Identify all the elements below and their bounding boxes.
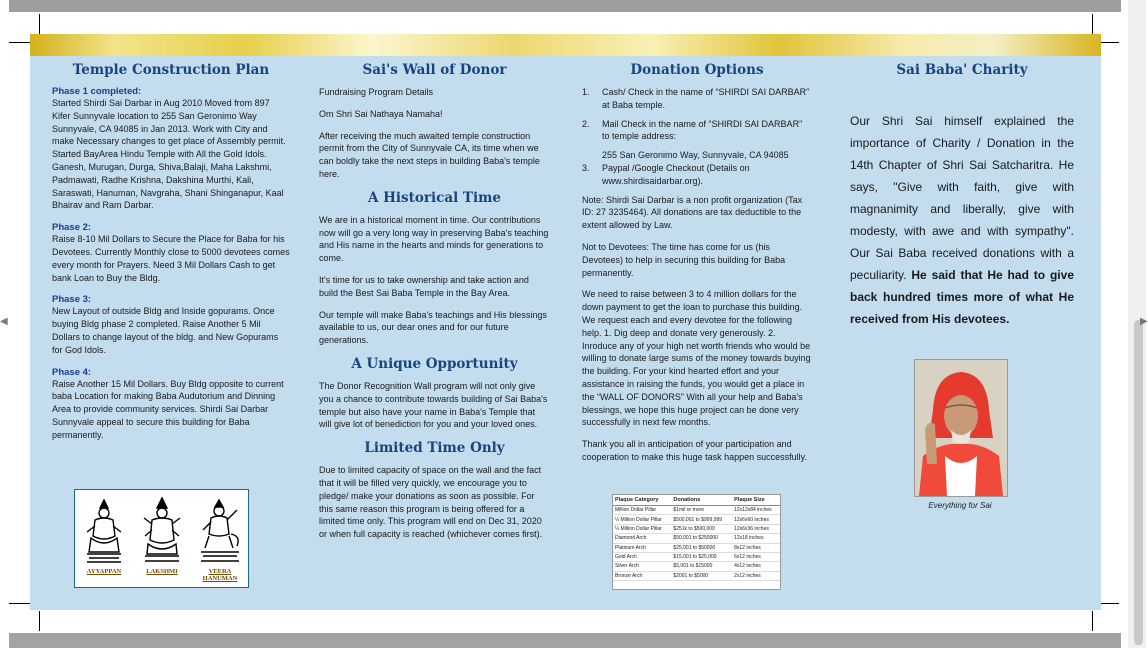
- plaque-table: [612, 494, 781, 590]
- limited-text: Due to limited capacity of space on the wall and the fact that it will be filled very quickly, we encourage you to pledge/ make your donations as soon as possible. For this same reason this program is being offered for a limited time only. This program will end on Dec 31, 2020 or when full capacity is reached (whichever comes first).: [319, 465, 543, 540]
- phase-1-label: Phase 1 completed:: [52, 86, 142, 97]
- permit-paragraph: After receiving the much awaited temple construction permit from the City of Sunnyvale CA, its time when we can boldly take the next steps in building Baba's temple here.: [319, 130, 540, 179]
- table-row: Gold Arch $15,001 to $25,000 6x12 inches: [613, 552, 780, 561]
- crop-mark: [9, 603, 30, 604]
- wall-of-donor-column: [319, 62, 550, 550]
- sai-baba-photo: [914, 359, 1008, 497]
- plaque-header: Plaque Size: [732, 495, 780, 506]
- donation-address: 255 San Geronimo Way, Sunnyvale, CA 94085: [602, 150, 789, 161]
- crop-mark: [1092, 611, 1093, 631]
- crop-mark: [1101, 42, 1119, 43]
- wall-of-donor-title: Sai's Wall of Donor: [362, 62, 507, 78]
- unique-title: A Unique Opportunity: [351, 355, 518, 372]
- phase-2-text: Raise 8-10 Mil Dollars to Secure the Place for Baba for his Devotees. Currently Monthly close to 5000 devotees comes every month for Prayers. Need 3 Mil Dollars Cash to get bank Loan to Buy the Bldg.: [52, 234, 290, 283]
- phase-4-label: Phase 4:: [52, 366, 92, 378]
- historical-para-2: It's time for us to take ownership and take action and build the Best Sai Baba Temple in the Bay Area.: [319, 274, 529, 298]
- charity-title: Sai Baba' Charity: [896, 62, 1028, 78]
- temple-plan-column: [52, 62, 290, 442]
- mantra: Om Shri Sai Nathaya Namaha!: [319, 108, 443, 119]
- limited-title: Limited Time Only: [364, 440, 505, 457]
- crop-mark: [39, 611, 40, 631]
- crop-mark: [1101, 603, 1119, 604]
- right-arrow-icon[interactable]: ▶: [1140, 316, 1148, 327]
- brochure-page: [30, 34, 1101, 610]
- table-row: Silver Arch $5,001 to $15000 4x12 inches: [613, 562, 780, 571]
- lakshmi-image: [139, 496, 185, 566]
- phase-2-label: Phase 2:: [52, 222, 92, 234]
- table-row: Million Dollar Pillar $1mil or more 12x12x84 inches: [613, 506, 780, 515]
- donation-title: Donation Options: [630, 62, 764, 78]
- fundraising-request: We need to raise between 3 to 4 million dollars for the down payment to get the loan to purchase this building. We request each and every devotee for the following help. 1. Dig deep and donate very generously. 2. Inroduce any of your high net worth friends who would be willing to donate large sums of the money towards buying the building. For your kind hearted effort and your assistance in raising the funds, you would get a place in the “WALL OF DONORS” With all your help and Baba's blessings, we hope this huge project can be done very successfully in next few months.: [582, 289, 811, 428]
- tax-note: Note: Shirdi Sai Darbar is a non profit organization (Tax ID: 27 3235464). All donations are tax deductible to the extent allowed by Law.: [582, 194, 803, 231]
- phase-3-label: Phase 3:: [52, 294, 92, 306]
- veera-hanuman-label: VEERA HANUMAN: [202, 568, 238, 582]
- phase-3-text: New Layout of outside Bldg and Inside gopurams. Once buying Bldg phase 2 completed. Raise Another 5 Mil Dollars to change layout of the bldg. and New Gopurams for God Idols.: [52, 306, 279, 355]
- ayyappan-label: AYYAPPAN: [86, 568, 122, 575]
- table-row: Platinum Arch $25,001 to $50000 8x12 inches: [613, 543, 780, 552]
- viewer-top-bar: [9, 0, 1121, 12]
- viewer-bottom-bar: [9, 633, 1121, 648]
- phase-4-text: Raise Another 15 Mil Dollars. Buy Bldg opposite to current baba Location for making Baba Audutorium and Dinning Area to provide community services. Shirdi Sai Darbar Sunnyvale appeal to secure this building for Baba permanently.: [52, 378, 284, 440]
- deity-images: [74, 489, 249, 588]
- donation-options-list: [582, 86, 812, 188]
- donation-option: 3. Paypal /Google Checkout (Details on www.shirdisaidarbar.org).: [582, 162, 750, 186]
- ayyappan-image: [81, 496, 127, 566]
- charity-text: Our Shri Sai himself explained the importance of Charity / Donation in the 14th Chapter of Shri Sai Satcharitra. He says, "Give with faith, give with magnanimity and liberally, give with modesty, with awe and with sympathy". Our Sai Baba received donations with a peculiarity. He said that He had to give back hundred times more of what He received from His devotees.: [850, 114, 1074, 326]
- thank-you: Thank you all in anticipation of your participation and cooperation to make this huge task happen successfully.: [582, 439, 807, 462]
- crop-mark: [1092, 14, 1093, 34]
- charity-column: [850, 62, 1074, 330]
- lakshmi-label: LAKSHMI: [146, 568, 178, 575]
- table-row: Bronze Arch $2001 to $5000 2x12 inches: [613, 571, 780, 580]
- historical-para-1: We are in a historical moment in time. Our contributions now will go a very long way in preserving Baba's teaching and His name in the hearts and minds for generations to come.: [319, 214, 549, 264]
- unique-text: The Donor Recognition Wall program will not only give you a chance to contribute towards building of Sai Baba's temple but also have your name in Baba's Temple that will give lot of benediction for you and your loved ones.: [319, 380, 548, 430]
- donation-column: [582, 62, 812, 473]
- phase-1-text: Started Shirdi Sai Darbar in Aug 2010 Moved from 897 Kifer Sunnyvale location to 255 San Geronimo Way Sunnyvale, CA 94085 in Jan 2013. Work with City and make Necessary changes to get place of Assembly permit. Started BayArea Hindu Temple with All the Gold Idols. Ganesh, Murugan, Durga, Shiva,Balaji, Maha Lakshmi, Padmawati, Radhe Krishna, Dakshina Murthi, Kali, Saraswati, Hanuman, Navgraha, Shani Shinganapur, Kaal Bhairav and Ram Darbar.: [52, 98, 286, 211]
- veera-hanuman-image: [197, 496, 243, 566]
- crop-mark: [9, 42, 30, 43]
- donation-option: 2. Mail Check in the name of “SHIRDI SAI DARBAR” to temple address:: [582, 118, 803, 142]
- plaque-header: Plaque Category: [613, 495, 671, 506]
- devotees-note: Not to Devotees: The time has come for us (his Devotees) to help in securing this building for Baba permanently.: [582, 241, 786, 278]
- historical-para-3: Our temple will make Baba's teachings and His blessings available to us, our dear ones and for our future generations.: [319, 309, 547, 346]
- plaque-header: Donations: [671, 495, 732, 506]
- program-details: Fundraising Program Details: [319, 87, 434, 97]
- photo-caption: Everything for Sai: [928, 501, 992, 510]
- table-row: Diamond Arch $50,001 to $250000 12x18 inches: [613, 534, 780, 543]
- scrollbar-thumb[interactable]: [1134, 320, 1143, 645]
- crop-mark: [39, 14, 40, 34]
- charity-bold-text: He said that He had to give back hundred times more of what He received from His devotees.: [850, 268, 1074, 326]
- left-arrow-icon[interactable]: ◀: [0, 316, 8, 327]
- donation-option: 1. Cash/ Check in the name of “SHIRDI SAI DARBAR” at Baba temple.: [582, 87, 810, 110]
- historical-title: A Historical Time: [368, 189, 501, 206]
- table-row: ½ Million Dollar Pillar $500,001 to $999,999 12x6x60 inches: [613, 515, 780, 524]
- table-row: ¼ Million Dollar Pillar $251k to $500,000 12x6x36 inches: [613, 524, 780, 533]
- gold-header-band: [30, 34, 1101, 56]
- temple-plan-title: Temple Construction Plan: [72, 62, 270, 78]
